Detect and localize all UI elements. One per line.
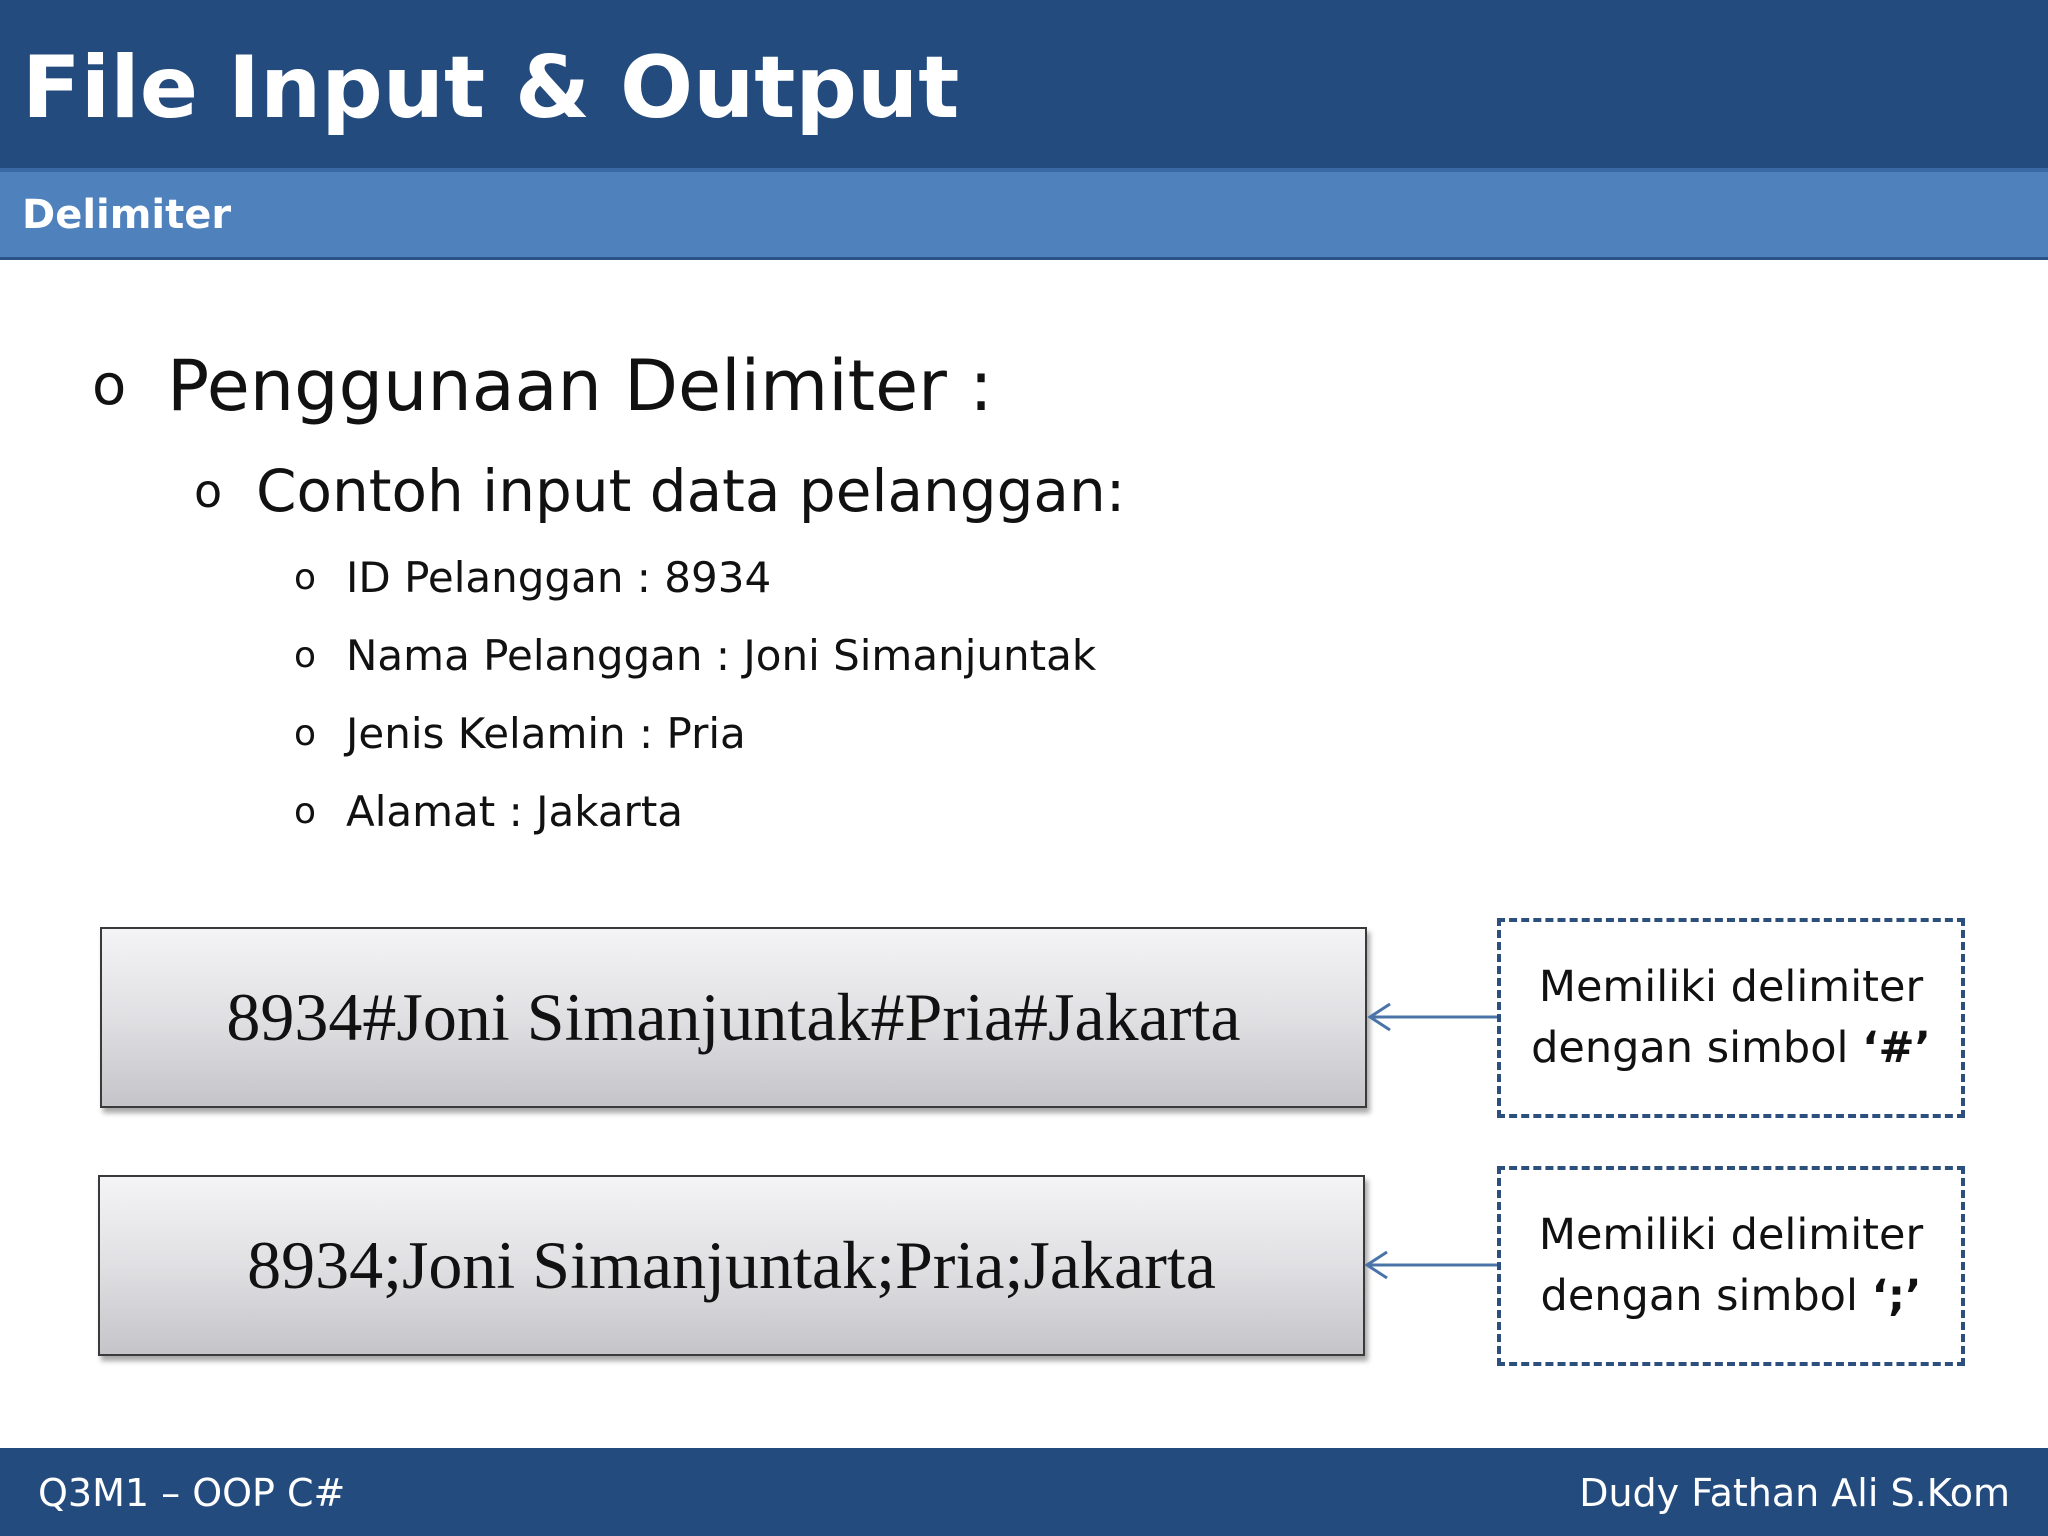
slide-header xyxy=(0,0,2048,168)
course-code: Q3M1 – OOP C# xyxy=(38,1471,346,1515)
record-text: 8934;Joni Simanjuntak;Pria;Jakarta xyxy=(247,1227,1216,1303)
author-name: Dudy Fathan Ali S.Kom xyxy=(1579,1471,2010,1515)
record-box-semicolon xyxy=(98,1175,1365,1356)
arrow-head xyxy=(1370,1004,1390,1030)
heading-text: Penggunaan Delimiter : xyxy=(167,345,993,427)
slide-subheader xyxy=(0,168,2048,260)
note-symbol: ‘;’ xyxy=(1871,1271,1922,1321)
note-prefix: dengan simbol xyxy=(1531,1023,1863,1073)
note-line: Memiliki delimiter xyxy=(1538,962,1924,1012)
bullet-marker: o xyxy=(294,557,317,598)
note-symbol: ‘#’ xyxy=(1862,1023,1931,1073)
slide-subtitle: Delimiter xyxy=(22,192,232,238)
bullet-marker: o xyxy=(294,635,317,676)
bullet-marker: o xyxy=(92,353,127,418)
note-line xyxy=(1531,1018,1931,1079)
bullet-marker: o xyxy=(194,464,223,518)
list-item-text: ID Pelanggan : 8934 xyxy=(346,553,772,602)
slide-title: File Input & Output xyxy=(22,38,960,138)
note-box-semicolon xyxy=(1497,1166,1965,1366)
list-item-text: Alamat : Jakarta xyxy=(346,787,684,836)
bullet-marker: o xyxy=(294,791,317,832)
record-text: 8934#Joni Simanjuntak#Pria#Jakarta xyxy=(226,979,1241,1055)
note-line xyxy=(1541,1266,1922,1327)
arrow-head xyxy=(1367,1252,1387,1278)
note-box-hash xyxy=(1497,918,1965,1118)
note-prefix: dengan simbol xyxy=(1540,1271,1872,1321)
subheading-text: Contoh input data pelanggan: xyxy=(256,457,1126,525)
list-item-text: Jenis Kelamin : Pria xyxy=(346,709,746,758)
bullet-marker: o xyxy=(294,713,317,754)
record-box-hash xyxy=(100,927,1367,1108)
slide-footer xyxy=(0,1448,2048,1536)
note-line: Memiliki delimiter xyxy=(1538,1210,1924,1260)
list-item-text: Nama Pelanggan : Joni Simanjuntak xyxy=(346,631,1097,680)
